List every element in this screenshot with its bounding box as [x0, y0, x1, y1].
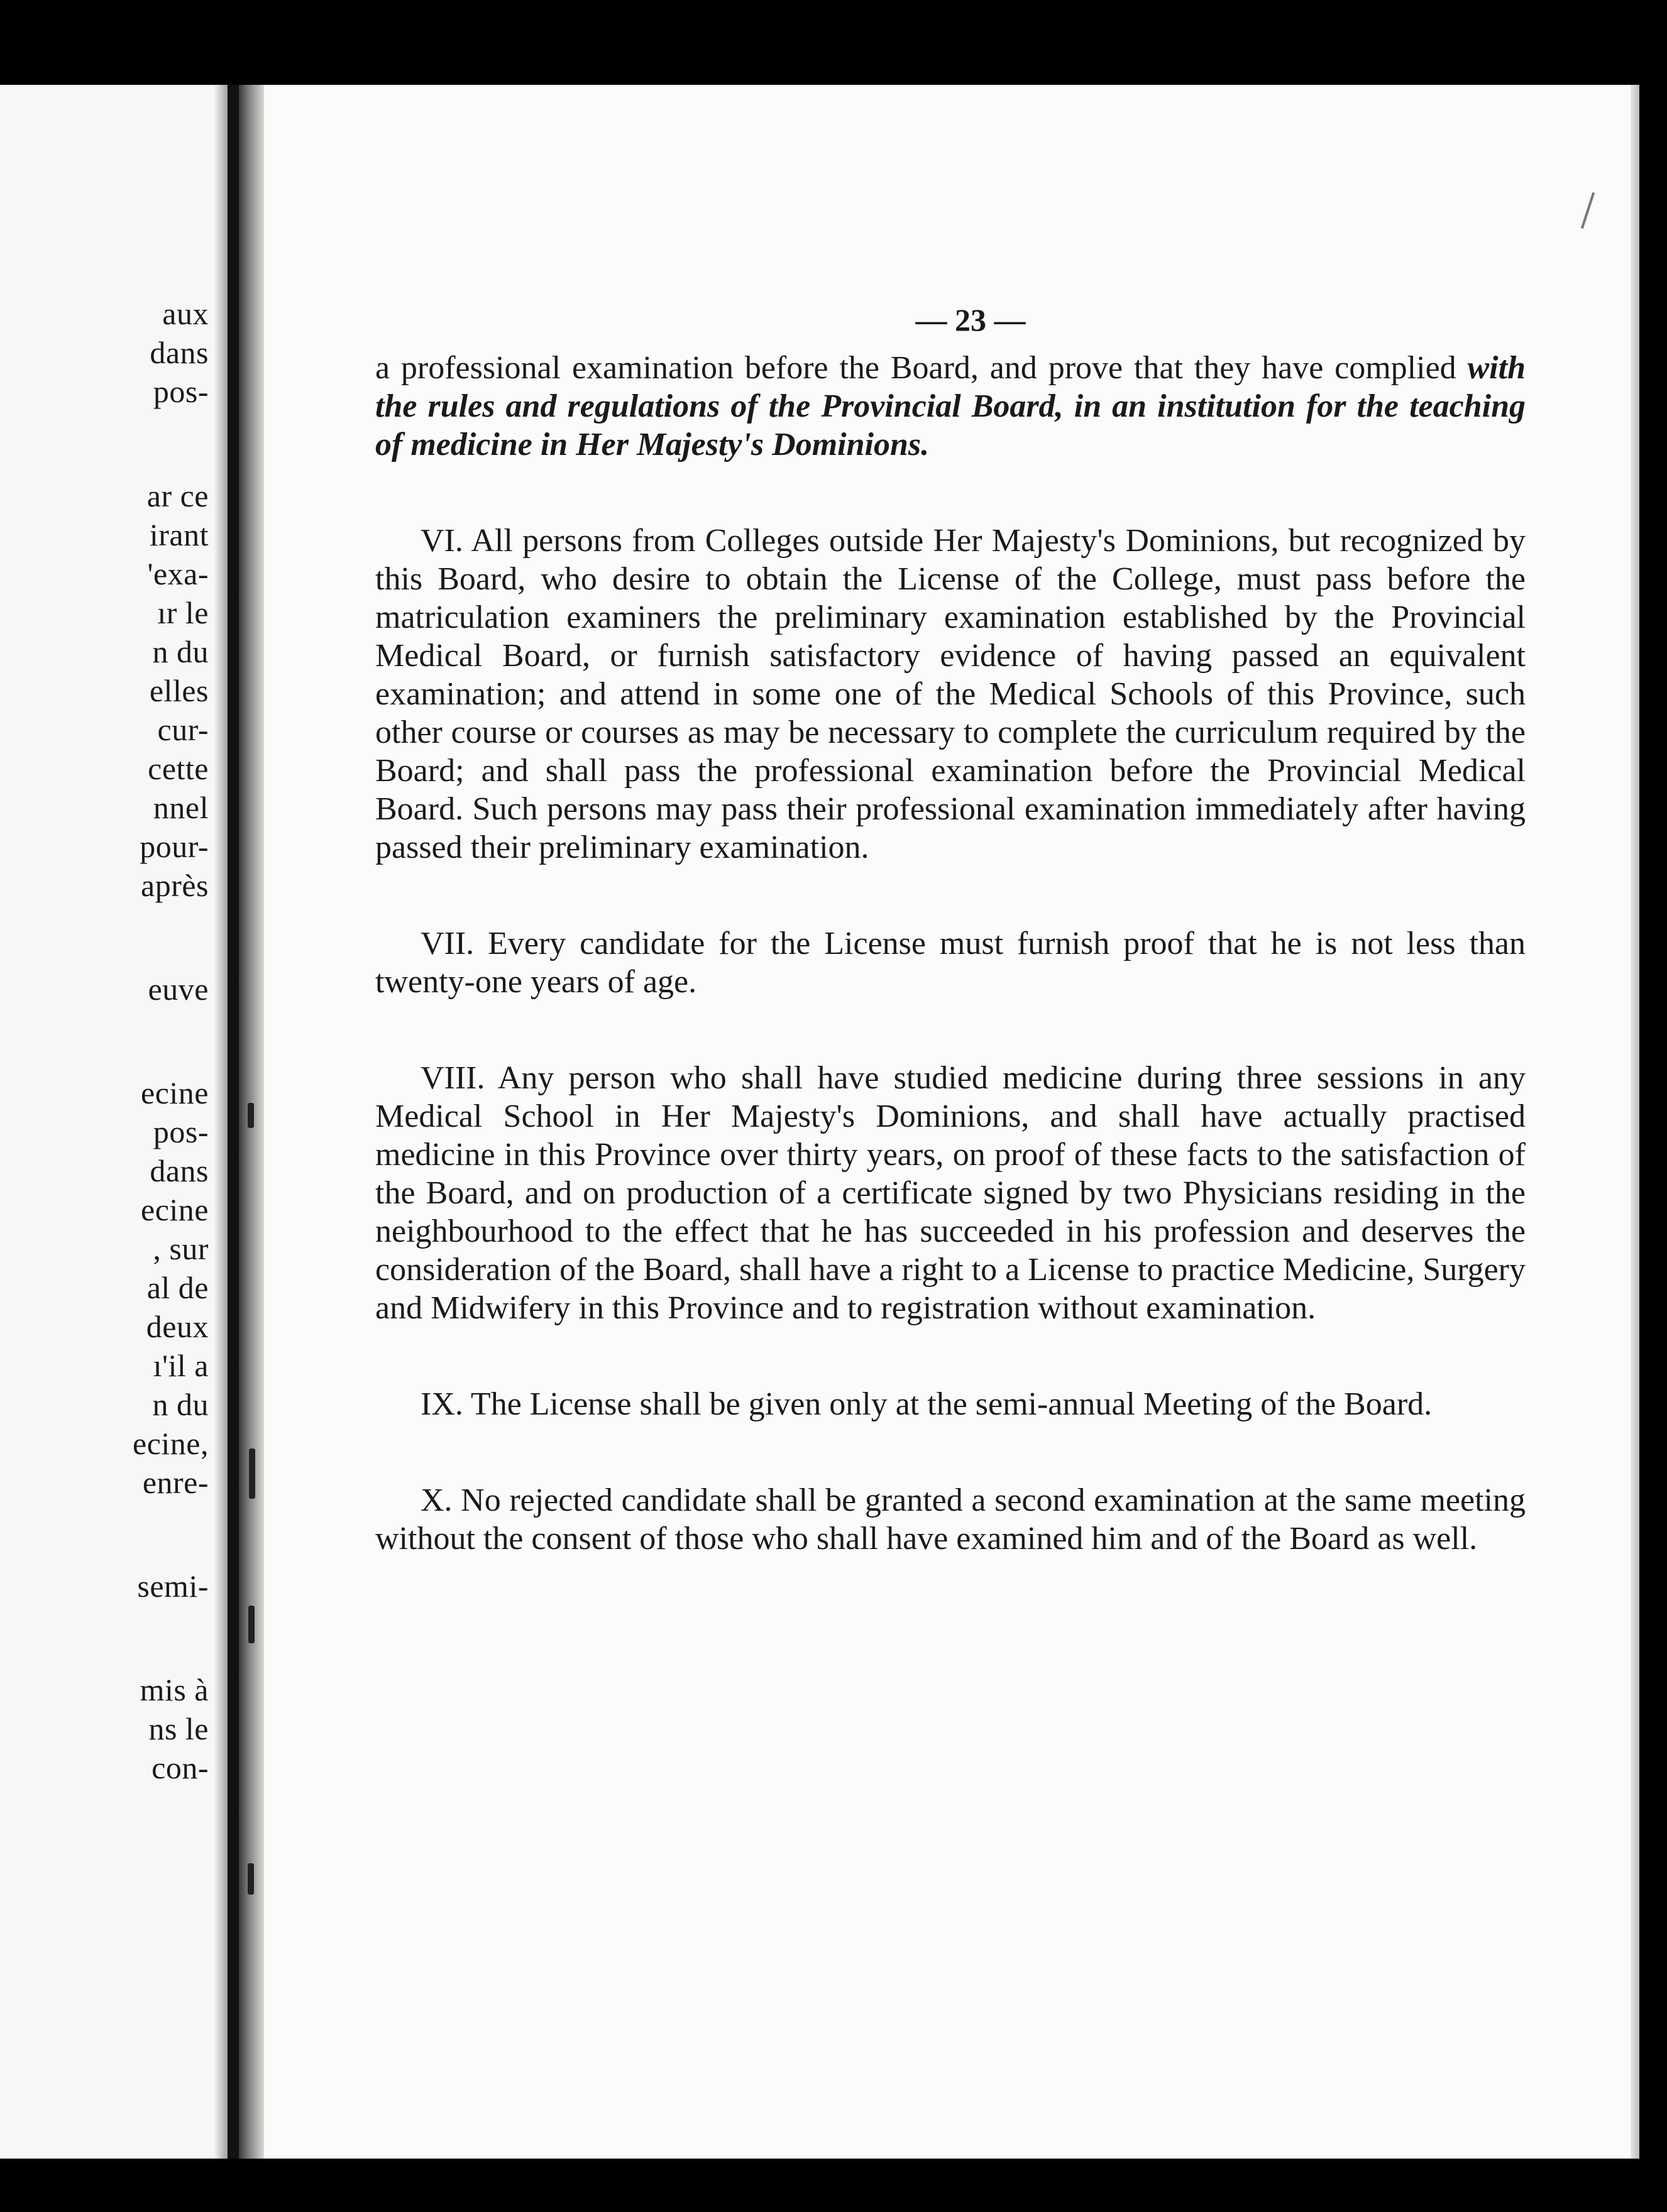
left-page-line: dans: [150, 1153, 209, 1188]
right-page: [239, 85, 1639, 2159]
left-page-line: pos-: [153, 374, 209, 409]
left-facing-page: [0, 85, 228, 2159]
left-page-line: ecine: [141, 1192, 209, 1227]
left-page-line: semi-: [137, 1569, 209, 1604]
left-page-line: enre-: [142, 1465, 209, 1500]
left-page-line: ns le: [148, 1711, 209, 1746]
left-page-line: elles: [149, 673, 209, 708]
left-page-line: ı'il a: [153, 1348, 209, 1383]
left-page-line: pour-: [140, 829, 209, 864]
left-page-line: euve: [148, 972, 209, 1007]
binding-mark: [248, 1863, 254, 1895]
left-page-line: deux: [146, 1309, 209, 1344]
paragraph-viii: VIII. Any person who shall have studied medicine during three sessions in any Medical School in Her Majesty's Dominions, and shall have actually practised medicine in this Province over thirty years, on proof of these facts to the satisfaction of the Board, and on production of a certificate signed by two Physicians residing in the neighbourhood to the effect that he has succeeded in his profession and deserves the consideration of the Board, shall have a right to a License to practice Medicine, Surgery and Midwifery in this Province and to registration without examination.: [375, 1060, 1526, 1326]
left-page-line: , sur: [153, 1231, 209, 1266]
left-page-line: nnel: [153, 790, 209, 825]
page-body: [375, 349, 1526, 1558]
left-page-line: ır le: [157, 595, 209, 630]
paragraph-vi: VI. All persons from Colleges outside Her Majesty's Dominions, but recognized by this Board, who desire to obtain the License of the College, must pass before the matriculation examiners the preliminary examination established by the Provincial Medical Board, or furnish satisfactory evidence of having passed an equivalent examination; and attend in some one of the Medical Schools of this Province, such other course or courses as may be necessary to complete the curriculum required by the Board; and shall pass the professional examination before the Provincial Medical Board. Such persons may pass their professional examination immediately after having passed their preliminary examination.: [375, 523, 1526, 865]
book-gutter: [228, 85, 239, 2159]
paragraph-intro: [375, 349, 1526, 464]
left-page-line: irant: [149, 517, 209, 552]
intro-italic-text: with the rules and regulations of the Provincial Board, in an institution for the teaching of medicine in Her Majesty's Dominions.: [375, 350, 1526, 463]
page-edge: [1631, 85, 1639, 2159]
left-page-shadow: [214, 85, 228, 2159]
left-page-line: n du: [152, 634, 209, 669]
binding-mark: [248, 1103, 254, 1128]
left-page-line: aux: [162, 296, 209, 331]
left-page-line: mis à: [140, 1672, 209, 1707]
page-number: — 23 —: [915, 302, 1026, 337]
left-page-line: ecine,: [133, 1426, 209, 1461]
left-page-line: 'exa-: [147, 556, 209, 591]
left-page-line: con-: [151, 1750, 209, 1785]
left-page-line: al de: [146, 1270, 209, 1305]
intro-text: a professional examination before the Board, and prove that they have complied: [375, 350, 1468, 386]
left-page-line: dans: [150, 335, 209, 370]
binding-mark: [248, 1606, 255, 1643]
left-page-line: cur-: [157, 712, 209, 747]
left-page-line: pos-: [153, 1114, 209, 1149]
binding-mark: [249, 1448, 255, 1499]
paragraph-ix: IX. The License shall be given only at the semi-annual Meeting of the Board.: [421, 1386, 1433, 1422]
left-page-line: n du: [152, 1387, 209, 1422]
left-page-line: ar ce: [146, 478, 209, 513]
paragraph-x: X. No rejected candidate shall be granted a second examination at the same meeting without the consent of those who shall have examined him and of the Board as well.: [375, 1482, 1526, 1557]
left-page-line: cette: [148, 751, 209, 786]
left-page-line: après: [141, 868, 209, 903]
paragraph-vii: VII. Every candidate for the License must furnish proof that he is not less than twenty-one years of age.: [375, 926, 1526, 1000]
stray-pen-mark: [1581, 192, 1595, 229]
left-page-line: ecine: [141, 1075, 209, 1110]
